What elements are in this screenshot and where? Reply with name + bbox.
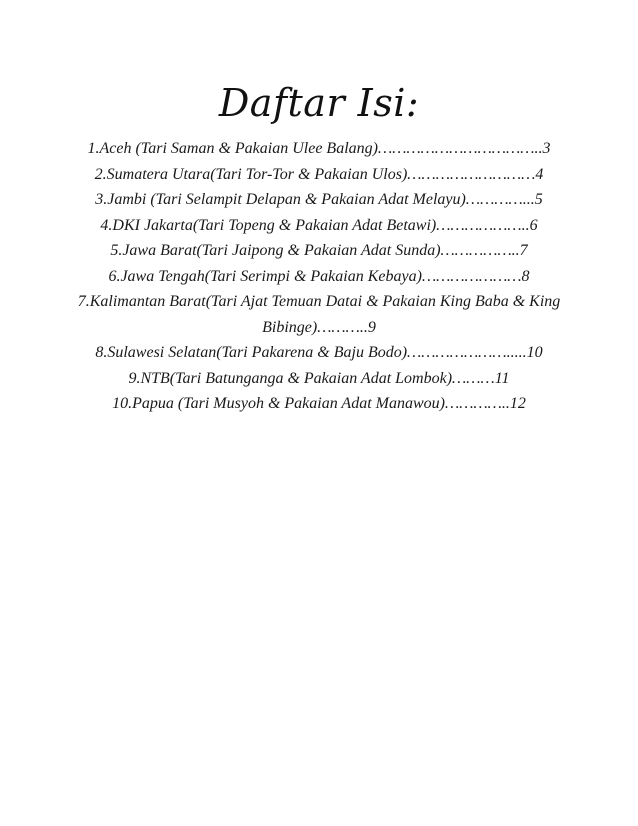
toc-entry-page-number: 10: [526, 344, 543, 361]
toc-entry-8: [62, 340, 576, 366]
toc-entry-leader: ……………………………..: [377, 140, 543, 157]
toc-entry-5: [62, 238, 576, 264]
toc-entry-leader: …………..: [444, 395, 510, 412]
toc-entry-9: [62, 366, 576, 392]
toc-entry-4: [62, 213, 576, 239]
toc-entry-text: 4.DKI Jakarta(Tari Topeng & Pakaian Adat Betawi): [100, 216, 437, 234]
toc-entry-text: 9.NTB(Tari Batunganga & Pakaian Adat Lombok): [128, 369, 453, 387]
toc-entry-leader: ……………..: [440, 242, 520, 259]
toc-entry-7: [62, 289, 576, 340]
toc-entry-page-number: 3: [542, 140, 551, 157]
toc-entry-page-number: 5: [534, 191, 543, 208]
toc-entry-page-number: 6: [529, 216, 538, 234]
toc-entry-page-number: 4: [535, 165, 544, 183]
toc-entry-leader: ………..: [317, 318, 368, 336]
toc-entry-page-number: 11: [494, 369, 510, 387]
toc-entry-text: 1.Aceh (Tari Saman & Pakaian Ulee Balang): [87, 140, 378, 157]
toc-entry-6: [62, 264, 576, 290]
toc-entry-leader: ………………………: [407, 165, 536, 183]
toc-entry-text: 10.Papua (Tari Musyoh & Pakaian Adat Manawou): [112, 395, 445, 412]
toc-entry-leader: ………………..: [436, 216, 530, 234]
toc-entry-text: 8.Sulawesi Selatan(Tari Pakarena & Baju Bodo): [95, 344, 408, 361]
toc-entry-text: 6.Jawa Tengah(Tari Serimpi & Pakaian Kebaya): [108, 267, 422, 285]
table-of-contents: [62, 136, 576, 417]
toc-entry-page-number: 8: [521, 267, 530, 285]
toc-entry-text: 3.Jambi (Tari Selampit Delapan & Pakaian Adat Melayu): [95, 191, 466, 208]
toc-entry-2: [62, 162, 576, 188]
toc-entry-10: [62, 391, 576, 417]
toc-entry-leader: ………: [452, 369, 495, 387]
toc-entry-text: 5.Jawa Barat(Tari Jaipong & Pakaian Adat Sunda): [110, 242, 441, 259]
toc-entry-page-number: 7: [519, 242, 528, 259]
toc-entry-leader: ………………….....: [407, 344, 527, 361]
toc-entry-leader: …………………: [421, 267, 522, 285]
page-title: Daftar Isi:: [218, 81, 420, 125]
toc-entry-text: 7.Kalimantan Barat(Tari Ajat Temuan Datai & Pakaian King Baba & King Bibinge): [77, 293, 561, 336]
toc-entry-1: [62, 136, 576, 162]
toc-entry-text: 2.Sumatera Utara(Tari Tor-Tor & Pakaian Ulos): [94, 165, 408, 183]
toc-entry-page-number: 9: [367, 318, 376, 336]
toc-entry-3: [62, 187, 576, 213]
toc-entry-leader: …………...: [465, 191, 535, 208]
toc-entry-page-number: 12: [509, 395, 526, 412]
